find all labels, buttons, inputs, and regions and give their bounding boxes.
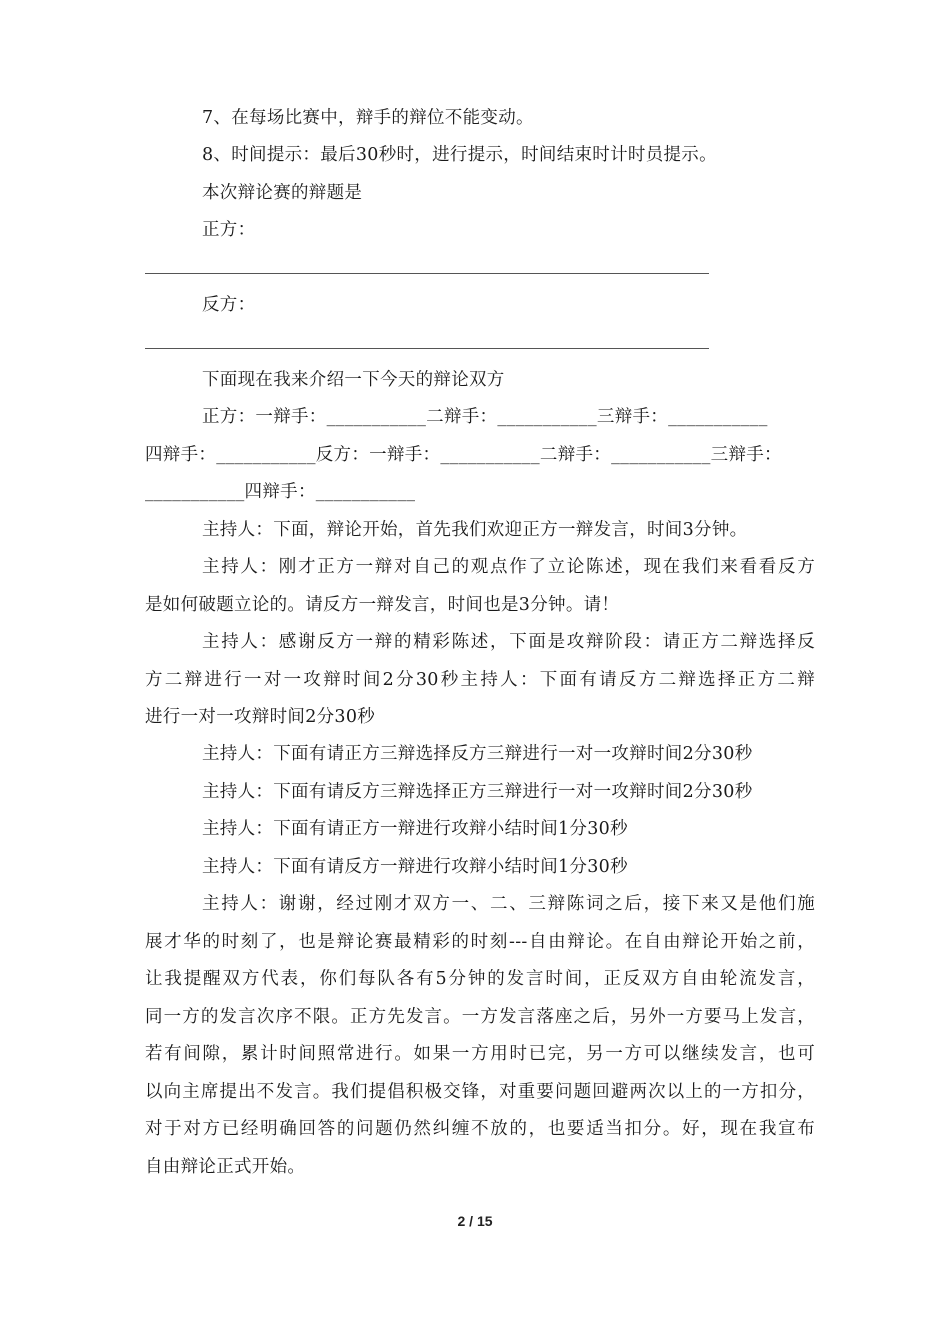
host-line-3c: 进行一对一攻辩时间2分30秒 [145,707,376,727]
host-line-3a: 主持人：感谢反方一辩的精彩陈述，下面是攻辩阶段：请正方二辩选择反 [202,632,815,652]
host-line-8g: 对于对方已经明确回答的问题仍然纠缠不放的，也要适当扣分。好，现在我宣布 [145,1119,815,1139]
host-line-8d: 同一方的发言次序不限。正方先发言。一方发言落座之后，另外一方要马上发言， [145,1007,815,1027]
host-line-3b: 方二辩进行一对一攻辩时间2分30秒主持人：下面有请反方二辩选择正方二辩 [145,670,815,690]
negative-label: 反方： [202,295,256,315]
rule-8: 8、时间提示：最后30秒时，进行提示，时间结束时计时员提示。 [202,145,717,165]
rule-7: 7、在每场比赛中，辩手的辩位不能变动。 [202,108,534,128]
host-line-7: 主持人：下面有请反方一辩进行攻辩小结时间1分30秒 [202,857,628,877]
host-line-8f: 以向主席提出不发言。我们提倡积极交锋，对重要问题回避两次以上的一方扣分， [145,1082,815,1102]
debaters-line-1: 正方：一辩手：___________二辩手：___________三辩手：___________ [202,407,768,427]
host-line-2a: 主持人：刚才正方一辩对自己的观点作了立论陈述，现在我们来看看反方 [202,557,815,577]
host-line-5: 主持人：下面有请反方三辩选择正方三辩进行一对一攻辩时间2分30秒 [202,782,753,802]
host-line-8e: 若有间隙，累计时间照常进行。如果一方用时已完，另一方可以继续发言，也可 [145,1044,815,1064]
page-number: 2 / 15 [457,1213,493,1229]
negative-blank-line [145,348,709,349]
debaters-line-2: 四辩手：___________反方：一辩手：___________二辩手：___________三辩手： [145,445,782,465]
host-line-2b: 是如何破题立论的。请反方一辩发言，时间也是3分钟。请！ [145,595,620,615]
host-line-1: 主持人：下面，辩论开始，首先我们欢迎正方一辩发言，时间3分钟。 [202,520,748,540]
affirmative-label: 正方： [202,220,256,240]
host-line-4: 主持人：下面有请正方三辩选择反方三辩进行一对一攻辩时间2分30秒 [202,744,753,764]
host-line-8c: 让我提醒双方代表，你们每队各有5分钟的发言时间，正反双方自由轮流发言， [145,969,815,989]
host-line-8a: 主持人：谢谢，经过刚才双方一、二、三辩陈词之后，接下来又是他们施 [202,894,815,914]
host-line-8h: 自由辩论正式开始。 [145,1157,306,1177]
host-line-8b: 展才华的时刻了，也是辩论赛最精彩的时刻---自由辩论。在自由辩论开始之前， [145,932,815,952]
topic-intro: 本次辩论赛的辩题是 [202,183,363,203]
debaters-intro: 下面现在我来介绍一下今天的辩论双方 [202,370,505,390]
affirmative-blank-line [145,273,709,274]
host-line-6: 主持人：下面有请正方一辩进行攻辩小结时间1分30秒 [202,819,628,839]
debaters-line-3: ___________四辩手：___________ [145,482,416,502]
